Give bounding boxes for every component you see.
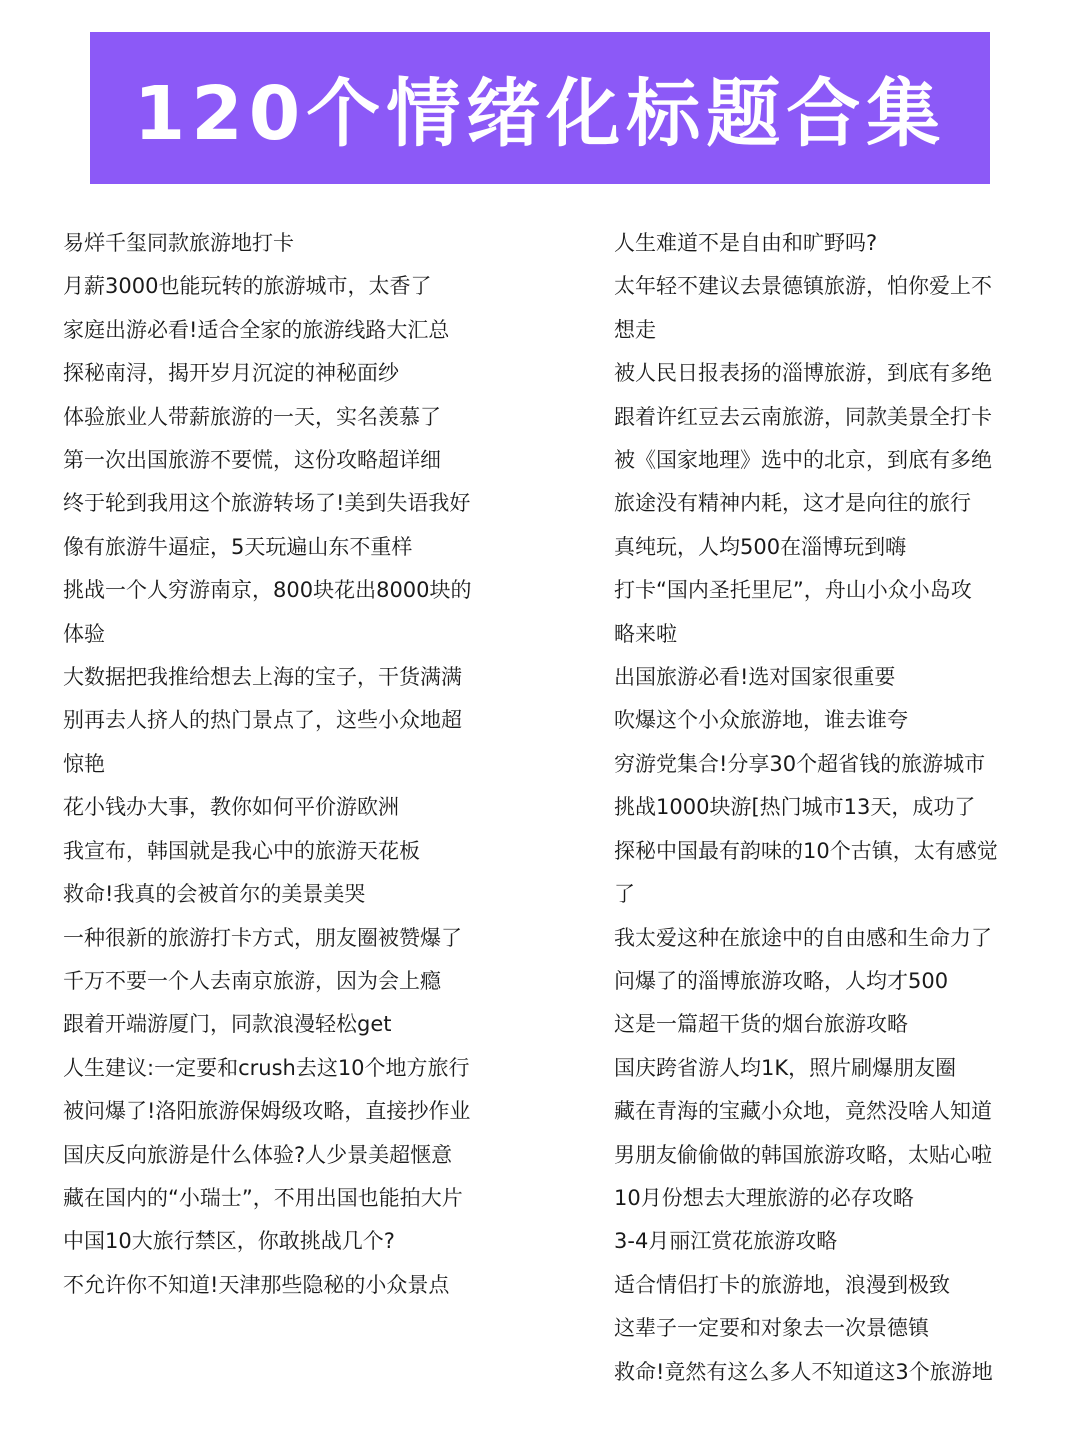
list-item: 被人民日报表扬的淄博旅游，到底有多绝 bbox=[614, 361, 992, 386]
list-item: 花小钱办大事，教你如何平价游欧洲 bbox=[63, 795, 399, 820]
list-item: 藏在国内的“小瑞士”，不用出国也能拍大片 bbox=[63, 1185, 463, 1210]
list-item: 真纯玩，人均500在淄博玩到嗨 bbox=[614, 534, 907, 559]
list-item: 问爆了的淄博旅游攻略，人均才500 bbox=[614, 968, 949, 993]
list-item: 3-4月丽江赏花旅游攻略 bbox=[614, 1229, 838, 1254]
list-item: 大数据把我推给想去上海的宝子，干货满满 bbox=[63, 665, 462, 690]
left-title-list bbox=[63, 222, 533, 1307]
list-item: 挑战一个人穷游南京，800块花出8000块的 bbox=[63, 578, 472, 603]
list-item: 略来啦 bbox=[614, 621, 677, 646]
list-item: 男朋友偷偷做的韩国旅游攻略，太贴心啦 bbox=[614, 1142, 992, 1167]
list-item: 藏在青海的宝藏小众地，竟然没啥人知道 bbox=[614, 1099, 992, 1124]
list-item: 这是一篇超干货的烟台旅游攻略 bbox=[614, 1012, 908, 1037]
list-item: 人生建议:一定要和crush去这10个地方旅行 bbox=[63, 1055, 470, 1080]
list-item: 千万不要一个人去南京旅游，因为会上瘾 bbox=[63, 968, 441, 993]
list-item: 了 bbox=[614, 882, 635, 907]
list-item: 10月份想去大理旅游的必存攻略 bbox=[614, 1185, 914, 1210]
list-item: 打卡“国内圣托里尼”，舟山小众小岛攻 bbox=[614, 578, 972, 603]
list-item: 吹爆这个小众旅游地，谁去谁夸 bbox=[614, 708, 908, 733]
list-item: 救命!竟然有这么多人不知道这3个旅游地 bbox=[614, 1359, 993, 1384]
list-item: 太年轻不建议去景德镇旅游，怕你爱上不 bbox=[614, 274, 992, 299]
list-item: 国庆反向旅游是什么体验?人少景美超惬意 bbox=[63, 1142, 453, 1167]
list-item: 易烊千玺同款旅游地打卡 bbox=[63, 231, 294, 255]
list-item: 不允许你不知道!天津那些隐秘的小众景点 bbox=[63, 1272, 450, 1297]
list-item: 一种很新的旅游打卡方式，朋友圈被赞爆了 bbox=[63, 925, 462, 950]
list-item: 出国旅游必看!选对国家很重要 bbox=[614, 665, 896, 690]
list-item: 体验 bbox=[63, 621, 105, 646]
list-item: 探秘南浔，揭开岁月沉淀的神秘面纱 bbox=[63, 361, 399, 386]
list-item: 跟着开端游厦门，同款浪漫轻松get bbox=[63, 1012, 392, 1037]
list-item: 救命!我真的会被首尔的美景美哭 bbox=[63, 882, 366, 907]
list-item: 国庆跨省游人均1K，照片刷爆朋友圈 bbox=[614, 1055, 957, 1080]
list-item: 体验旅业人带薪旅游的一天，实名羡慕了 bbox=[63, 404, 441, 429]
list-item: 中国10大旅行禁区，你敢挑战几个? bbox=[63, 1229, 395, 1254]
list-item: 探秘中国最有韵味的10个古镇，太有感觉 bbox=[614, 838, 998, 863]
list-item: 我宣布，韩国就是我心中的旅游天花板 bbox=[63, 838, 420, 863]
list-item: 旅途没有精神内耗，这才是向往的旅行 bbox=[614, 491, 971, 516]
list-item: 挑战1000块游[热门城市13天，成功了 bbox=[614, 795, 976, 820]
list-item: 这辈子一定要和对象去一次景德镇 bbox=[614, 1316, 929, 1341]
list-item: 人生难道不是自由和旷野吗? bbox=[614, 231, 878, 255]
list-item: 被《国家地理》选中的北京，到底有多绝 bbox=[614, 448, 992, 473]
list-item: 适合情侣打卡的旅游地，浪漫到极致 bbox=[614, 1272, 950, 1297]
list-item: 家庭出游必看!适合全家的旅游线路大汇总 bbox=[63, 317, 450, 342]
list-item: 终于轮到我用这个旅游转场了!美到失语我好 bbox=[63, 491, 471, 516]
list-item: 想走 bbox=[614, 317, 656, 342]
list-item: 我太爱这种在旅途中的自由感和生命力了 bbox=[614, 925, 992, 950]
list-item: 第一次出国旅游不要慌，这份攻略超详细 bbox=[63, 448, 441, 473]
list-item: 跟着许红豆去云南旅游，同款美景全打卡 bbox=[614, 404, 992, 429]
list-item: 像有旅游牛逼症，5天玩遍山东不重样 bbox=[63, 534, 413, 559]
page-title: 120个情绪化标题合集 bbox=[133, 71, 947, 157]
list-item: 惊艳 bbox=[63, 751, 105, 776]
list-item: 穷游党集合!分享30个超省钱的旅游城市 bbox=[614, 751, 986, 776]
title-banner bbox=[90, 32, 990, 184]
list-item: 别再去人挤人的热门景点了，这些小众地超 bbox=[63, 708, 462, 733]
list-item: 月薪3000也能玩转的旅游城市，太香了 bbox=[63, 274, 432, 299]
list-item: 被问爆了!洛阳旅游保姆级攻略，直接抄作业 bbox=[63, 1099, 471, 1124]
right-title-list bbox=[614, 222, 1024, 1394]
